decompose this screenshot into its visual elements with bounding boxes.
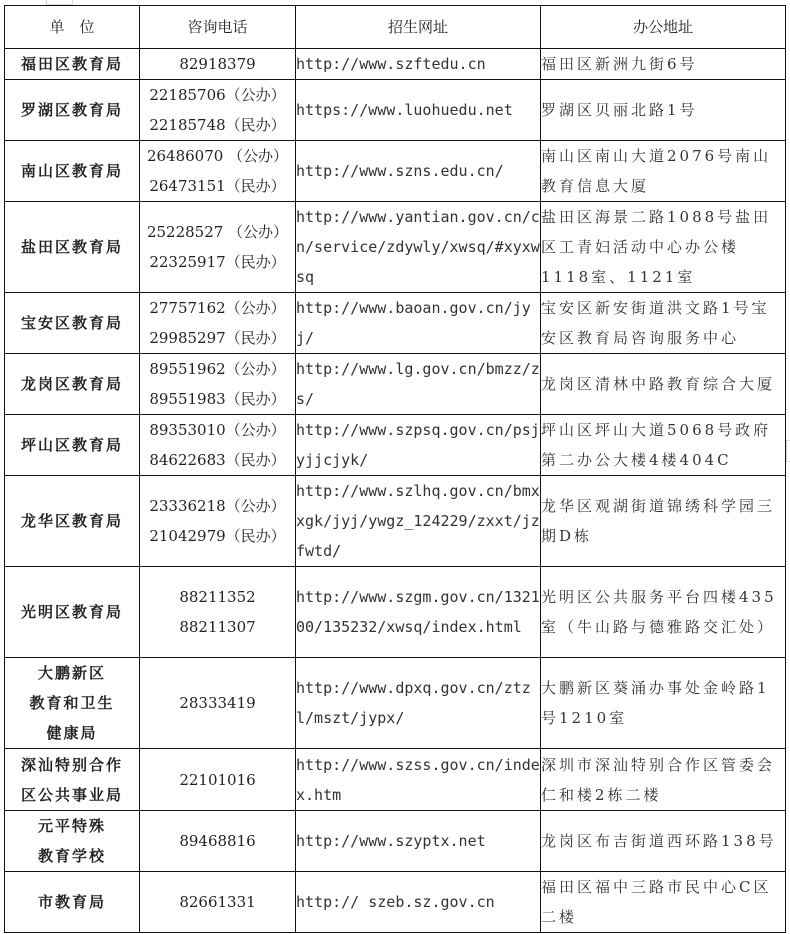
unit-name-line: 南山区教育局 <box>20 162 123 180</box>
phone-cell <box>140 202 296 293</box>
phone-number: 82918379 <box>179 55 256 73</box>
unit-name-line: 龙岗区教育局 <box>20 375 123 393</box>
phone-number: 27757162（公办） <box>149 299 286 317</box>
enrollment-url-link[interactable]: http://www.szftedu.cn <box>296 49 541 80</box>
enrollment-url-link[interactable]: http://www.yantian.gov.cn/cn/service/zdywly/xwsq/#xyxwsq <box>296 202 541 293</box>
table-body <box>5 49 786 933</box>
table-header-row <box>5 6 786 49</box>
unit-name-line: 光明区教育局 <box>20 603 123 621</box>
page-corner-mark-right <box>786 440 790 462</box>
office-address-cell: 宝安区新安街道洪文路1号宝安区教育局咨询服务中心 <box>541 293 786 354</box>
enrollment-url-link[interactable]: http:// szeb.sz.gov.cn <box>296 872 541 933</box>
enrollment-url-link[interactable]: http://www.baoan.gov.cn/jyj/ <box>296 293 541 354</box>
unit-name-line: 罗湖区教育局 <box>20 101 123 119</box>
header-url: 招生网址 <box>296 6 541 49</box>
unit-name-cell <box>5 811 140 872</box>
phone-cell <box>140 872 296 933</box>
phone-number: 23336218（公办） <box>149 497 286 515</box>
phone-cell <box>140 80 296 141</box>
unit-name-line: 大鹏新区 <box>37 664 106 682</box>
phone-cell <box>140 811 296 872</box>
unit-name-cell <box>5 80 140 141</box>
enrollment-url-link[interactable]: http://www.szpsq.gov.cn/psjyjjcjyk/ <box>296 415 541 476</box>
phone-number: 22185748（民办） <box>149 116 286 134</box>
phone-number: 26486070 （公办） <box>146 147 289 165</box>
phone-cell <box>140 749 296 811</box>
office-address-cell: 龙岗区布吉街道西环路138号 <box>541 811 786 872</box>
table-row <box>5 415 786 476</box>
unit-name-line: 教育学校 <box>37 847 106 865</box>
table-row <box>5 141 786 202</box>
table-row <box>5 872 786 933</box>
office-address-cell: 福田区新洲九街6号 <box>541 49 786 80</box>
header-address: 办公地址 <box>541 6 786 49</box>
phone-number: 22185706（公办） <box>149 86 286 104</box>
table-row <box>5 293 786 354</box>
enrollment-url-link[interactable]: http://www.szns.edu.cn/ <box>296 141 541 202</box>
unit-name-line: 盐田区教育局 <box>20 238 123 256</box>
unit-name-line: 区公共事业局 <box>20 785 123 804</box>
unit-name-line: 宝安区教育局 <box>20 314 123 332</box>
table-row <box>5 202 786 293</box>
enrollment-url-link[interactable]: http://www.szyptx.net <box>296 811 541 872</box>
phone-cell <box>140 476 296 567</box>
unit-name-cell <box>5 476 140 567</box>
phone-number: 89551962（公办） <box>149 360 286 378</box>
phone-number: 22325917（民办） <box>149 253 286 271</box>
enrollment-url-link[interactable]: https://www.luohuedu.net <box>296 80 541 141</box>
phone-number: 88211352 <box>179 588 256 606</box>
header-phone: 咨询电话 <box>140 6 296 49</box>
phone-number: 88211307 <box>179 618 256 636</box>
unit-name-cell <box>5 49 140 80</box>
unit-name-cell <box>5 749 140 811</box>
unit-name-line: 坪山区教育局 <box>20 436 123 454</box>
office-address-cell: 光明区公共服务平台四楼435室（牛山路与德雅路交汇处） <box>541 567 786 658</box>
unit-name-line: 深汕特别合作 <box>20 755 123 774</box>
phone-number: 89468816 <box>179 832 256 850</box>
table-row <box>5 811 786 872</box>
table-row <box>5 476 786 567</box>
office-address-cell: 福田区福中三路市民中心C区二楼 <box>541 872 786 933</box>
unit-name-line: 市教育局 <box>37 893 106 911</box>
phone-number: 89551983（民办） <box>149 390 286 408</box>
office-address-cell: 龙岗区清林中路教育综合大厦 <box>541 354 786 415</box>
unit-name-cell <box>5 567 140 658</box>
phone-number: 84622683（民办） <box>149 451 286 469</box>
phone-number: 21042979（民办） <box>149 527 286 545</box>
phone-number: 25228527 （公办） <box>146 223 289 241</box>
enrollment-url-link[interactable]: http://www.szgm.gov.cn/132100/135232/xwsq/index.html <box>296 567 541 658</box>
table-row <box>5 749 786 811</box>
phone-number: 28333419 <box>179 694 256 712</box>
office-address-cell: 盐田区海景二路1088号盐田区工青妇活动中心办公楼1118室、1121室 <box>541 202 786 293</box>
phone-number: 29985297（民办） <box>149 329 286 347</box>
unit-name-cell <box>5 415 140 476</box>
phone-cell <box>140 141 296 202</box>
unit-name-line: 龙华区教育局 <box>20 512 123 530</box>
office-address-cell: 龙华区观湖街道锦绣科学园三期D栋 <box>541 476 786 567</box>
phone-cell <box>140 415 296 476</box>
office-address-cell: 南山区南山大道2076号南山教育信息大厦 <box>541 141 786 202</box>
office-address-cell: 坪山区坪山大道5068号政府第二办公大楼4楼404C <box>541 415 786 476</box>
enrollment-url-link[interactable]: http://www.szlhq.gov.cn/bmxxgk/jyj/ywgz_124229/zxxt/jzfwtd/ <box>296 476 541 567</box>
unit-name-cell <box>5 658 140 749</box>
phone-cell <box>140 567 296 658</box>
table-row <box>5 80 786 141</box>
table-row <box>5 49 786 80</box>
unit-name-cell <box>5 293 140 354</box>
enrollment-url-link[interactable]: http://www.szss.gov.cn/index.htm <box>296 749 541 811</box>
phone-cell <box>140 293 296 354</box>
unit-name-cell <box>5 872 140 933</box>
unit-name-line: 健康局 <box>46 724 98 742</box>
phone-number: 82661331 <box>179 893 256 911</box>
table-row <box>5 567 786 658</box>
unit-name-cell <box>5 354 140 415</box>
phone-number: 89353010（公办） <box>149 421 286 439</box>
unit-name-cell <box>5 141 140 202</box>
phone-cell <box>140 658 296 749</box>
table-row <box>5 658 786 749</box>
unit-name-line: 元平特殊 <box>37 817 106 835</box>
unit-name-line: 教育和卫生 <box>29 694 115 712</box>
enrollment-contacts-table <box>4 5 786 933</box>
office-address-cell: 罗湖区贝丽北路1号 <box>541 80 786 141</box>
table-row <box>5 354 786 415</box>
unit-name-cell <box>5 202 140 293</box>
phone-cell <box>140 354 296 415</box>
phone-cell <box>140 49 296 80</box>
phone-number: 22101016 <box>179 770 256 789</box>
office-address-cell: 大鹏新区葵涌办事处金岭路1号1210室 <box>541 658 786 749</box>
office-address-cell: 深圳市深汕特别合作区管委会仁和楼2栋二楼 <box>541 749 786 811</box>
unit-name-line: 福田区教育局 <box>20 55 123 73</box>
enrollment-url-link[interactable]: http://www.lg.gov.cn/bmzz/zs/ <box>296 354 541 415</box>
enrollment-url-link[interactable]: http://www.dpxq.gov.cn/ztzl/mszt/jypx/ <box>296 658 541 749</box>
header-unit: 单 位 <box>5 6 140 49</box>
phone-number: 26473151（民办） <box>149 177 286 195</box>
